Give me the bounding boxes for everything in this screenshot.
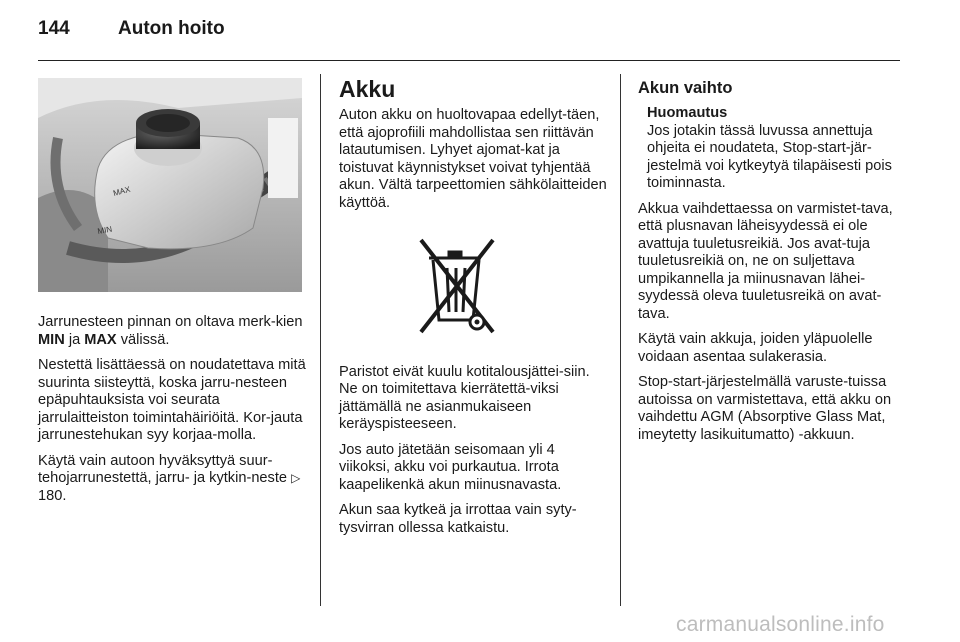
- battery-fusebox-paragraph: Käytä vain akkuja, joiden yläpuolelle voidaan asentaa sulakerasia.: [638, 331, 873, 365]
- brake-fluid-type-paragraph: Käytä vain autoon hyväksyttyä suur-tehojarrunestettä, jarru- ja kytkin-neste ▷ 180.: [38, 452, 301, 504]
- column-1: [38, 76, 306, 513]
- note-title: Huomautus: [647, 105, 728, 121]
- column-divider-1: [320, 74, 321, 606]
- watermark: carmanualsonline.info: [676, 613, 885, 636]
- column-2: [339, 76, 607, 545]
- page-reference[interactable]: 180.: [38, 487, 67, 504]
- min-label: MIN: [38, 331, 65, 348]
- battery-agm-paragraph: Stop-start-järjestelmällä varuste-tuissa autoissa on varmistettava, että akku on vaihdettu AGM (Absorptive Glass Mat, imeytetty lasikuitumatto) -akkuun.: [638, 374, 892, 443]
- svg-text:MAX: MAX: [112, 184, 132, 198]
- battery-connect-paragraph: Akun saa kytkeä ja irrottaa vain syty-tysvirran ollessa katkaistu.: [339, 502, 577, 536]
- brake-fluid-level-paragraph: Jarrunesteen pinnan on oltava merk-kien MIN ja MAX välissä.: [38, 314, 303, 348]
- svg-text:MIN: MIN: [96, 224, 113, 236]
- chapter-title: Auton hoito: [118, 18, 225, 39]
- crossed-out-wheeled-bin-icon: [417, 236, 497, 336]
- max-label: MAX: [84, 331, 117, 348]
- battery-vent-paragraph: Akkua vaihdettaessa on varmistet-tava, että plusnavan läheisyydessä ei ole avattuja tuuletusreikiä. Jos avat-tuja tuuletusreikiä on, ne on suljettava umpikannella ja miinusnavan lähei-syydessä oleva tuuletusreikä on avat-tava.: [638, 200, 893, 322]
- battery-disposal-paragraph: Paristot eivät kuulu kotitalousjättei-siin. Ne on toimitettava kierrätettä-viksi jättämällä ne asianmukaiseen keräyspisteeseen.: [339, 363, 590, 432]
- page-reference-icon: ▷: [291, 471, 301, 485]
- battery-maintenance-paragraph: Auton akku on huoltovapaa edellyt-täen, että ajoprofiili mahdollistaa sen riittävän latautumisen. Lyhyet ajomat-kat ja toistuvat käynnistykset voivat tyhjentää akun. Vältä tarpeettomien sähkölaitteiden käyttöä.: [339, 107, 607, 211]
- page-number: 144: [38, 18, 70, 39]
- brake-fluid-cleanliness-paragraph: Nestettä lisättäessä on noudatettava mitä suurinta siisteyttä, koska jarru-nesteen epäpuhtauksista voi seurata jarrulaitteiston toimintahäiriöitä. Kor-jauta jarrunestehukan syy korjaa-molla.: [38, 357, 306, 443]
- column-divider-2: [620, 74, 621, 606]
- column-3: [638, 76, 906, 452]
- battery-storage-paragraph: Jos auto jätetään seisomaan yli 4 viikoksi, akku voi purkautua. Irrota kaapelikenkä akun miinusnavasta.: [339, 441, 562, 493]
- brake-fluid-reservoir-photo: [38, 78, 302, 292]
- section-title-akku: Akku: [339, 76, 396, 102]
- note-box: [638, 105, 906, 193]
- header-divider: [38, 60, 900, 61]
- note-text: Jos jotakin tässä luvussa annettuja ohjeita ei noudateta, Stop-start-jär-jestelmä voi kytkeytyä tilapäisesti pois toiminnasta.: [647, 122, 892, 191]
- section-title-akun-vaihto: Akun vaihto: [638, 79, 733, 97]
